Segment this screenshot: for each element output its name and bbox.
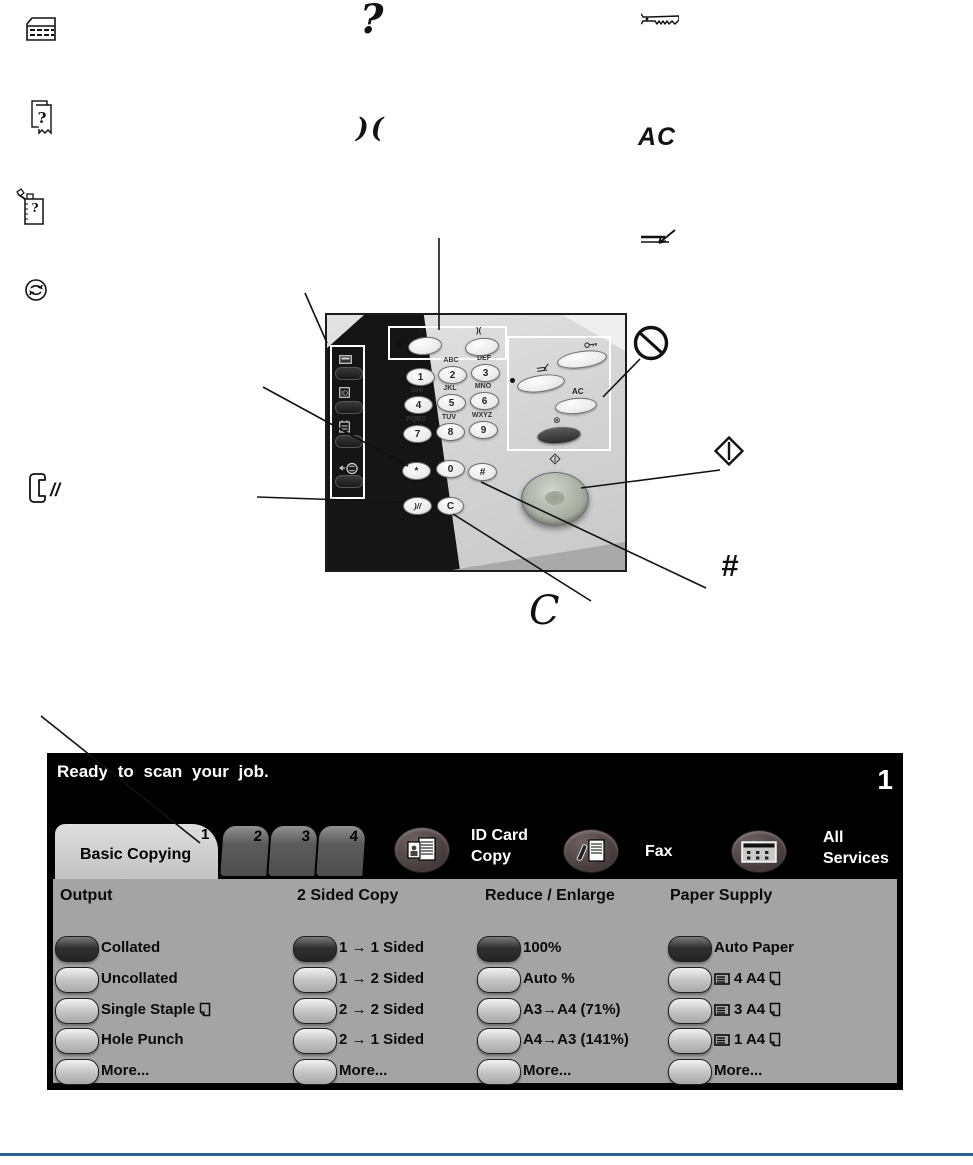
stop-callout-icon [632,324,670,362]
keypad-letters: ABC [443,357,459,364]
interrupt-icon: )( [356,113,386,144]
hash-callout-glyph: # [721,548,739,583]
keypad-letters: DEF [477,355,491,362]
keypad-key-8[interactable]: 8 [436,423,465,441]
option-button-label: 2 → 1 Sided [339,1031,425,1048]
screen-body [53,879,897,1083]
option-button[interactable] [293,1028,337,1054]
start-button-center [545,491,565,505]
keypad-key-*[interactable]: * [402,462,431,480]
refresh-circle-icon [24,278,48,302]
paper-sheet-icon [199,1002,211,1017]
all-services-icon [741,841,777,863]
option-button[interactable] [293,936,337,962]
option-button-label: 100% [523,939,562,956]
control-panel-photo [325,313,627,572]
option-button[interactable] [477,1028,521,1054]
help-key[interactable] [407,335,443,356]
start-symbol-small [549,453,561,465]
option-button[interactable] [55,1028,99,1054]
keypad-letters: WXYZ [471,412,493,419]
paper-tray-icon [714,973,730,985]
keypad-letters: PQRS [406,416,426,423]
option-button-label: Single Staple [101,1001,211,1018]
keypad-letters: GHI [410,387,424,394]
language-button[interactable] [516,372,566,396]
tab-3-number: 3 [301,828,311,845]
interrupt-key-label: )( [476,326,482,335]
option-button[interactable] [668,967,712,993]
tab-3[interactable] [268,826,317,876]
option-button[interactable] [477,936,521,962]
option-button-label: Auto Paper [714,939,795,956]
tab-4-number: 4 [349,828,359,845]
access-key-button[interactable] [556,348,608,372]
quantity-display: 1 [877,764,893,795]
help-question-icon: ? [360,0,384,43]
keypad-key-3[interactable]: 3 [471,364,500,382]
page-bottom-rule [0,1153,973,1156]
option-button[interactable] [293,967,337,993]
option-button-label: 1 → 2 Sided [339,970,425,987]
language-indicator-dot [510,378,515,383]
keypad-key-0[interactable]: 0 [436,460,465,478]
tab-4[interactable] [316,826,365,876]
option-button-label: Hole Punch [101,1031,184,1048]
tab-2[interactable] [220,826,269,876]
start-callout-icon [713,435,745,467]
keypad-key-6[interactable]: 6 [470,392,499,410]
fax-label: Fax [645,843,673,860]
option-button-label: 1 → 1 Sided [339,939,425,956]
help-indicator-dot [397,342,402,347]
keypad-key-9[interactable]: 9 [469,421,498,439]
option-button[interactable] [55,998,99,1024]
keypad-key-7[interactable]: 7 [403,425,432,443]
column-header-0: Output [60,887,113,904]
touch-screen [47,753,903,1090]
paper-sheet-icon [769,1002,781,1017]
all-services-button[interactable] [731,830,787,873]
option-button-label: More... [714,1062,763,1079]
keypad-key-1[interactable]: 1 [406,368,435,386]
fax-button[interactable] [563,829,619,873]
paper-tray-icon [714,1004,730,1016]
option-button-label: A4→A3 (141%) [523,1031,629,1048]
option-button-label: More... [101,1062,150,1079]
option-button[interactable] [55,967,99,993]
keypad-letters: TUV [442,414,456,421]
notepad-help-icon [15,186,51,226]
services-keypad-icon [24,16,58,46]
documents-help-icon [30,99,56,137]
keypad-key-#[interactable]: # [468,463,497,481]
option-button[interactable] [293,1059,337,1085]
column-header-3: Paper Supply [670,887,773,904]
dial-pause-key[interactable]: )// [403,497,432,515]
dial-pause-phone-icon [26,470,66,510]
stop-symbol-small: ⊗ [553,415,561,425]
option-button[interactable] [55,936,99,962]
clear-key[interactable]: C [437,497,464,515]
option-button-label: 1 A4 [714,1031,781,1048]
option-button-label: More... [523,1062,572,1079]
all-clear-icon: AC [638,123,677,151]
ac-button-label: AC [572,387,584,396]
tab-2-number: 2 [253,828,263,845]
paper-sheet-icon [769,971,781,986]
option-button[interactable] [55,1059,99,1085]
option-button-label: Uncollated [101,970,178,987]
fax-icon [573,837,609,867]
option-button[interactable] [477,967,521,993]
stop-button[interactable] [536,425,581,446]
ac-button[interactable] [554,396,597,416]
status-message: Ready to scan your job. [57,762,269,781]
option-button[interactable] [668,1028,712,1054]
svg-text://: // [50,480,61,500]
svg-text:?: ? [31,201,39,215]
option-button-label: 2 → 2 Sided [339,1001,425,1018]
clear-callout-glyph: C [529,588,560,634]
option-button-label: More... [339,1062,388,1079]
column-header-2: Reduce / Enlarge [485,887,615,904]
option-button-label: 3 A4 [714,1001,781,1018]
all-services-label: All Services [823,829,889,867]
option-button[interactable] [668,1059,712,1085]
tab-basic-copying[interactable] [55,824,218,879]
option-button[interactable] [668,936,712,962]
option-button-label: 4 A4 [714,970,781,987]
option-button[interactable] [668,998,712,1024]
option-button[interactable] [477,998,521,1024]
help-key-label: ? [419,327,424,336]
svg-text:?: ? [37,109,47,127]
keypad-key-5[interactable]: 5 [437,394,466,412]
paper-sheet-icon [769,1032,781,1047]
column-header-1: 2 Sided Copy [297,887,399,904]
tab-basic-copying-label: Basic Copying [80,846,192,863]
tab-basic-copying-number: 1 [201,826,210,843]
id-card-copy-button[interactable] [394,827,450,873]
id-card-copy-label: ID Card Copy [471,827,528,865]
keypad-key-4[interactable]: 4 [404,396,433,414]
paper-tray-icon [714,1034,730,1046]
language-glyph [535,363,550,375]
job-interrupt-lines-icon [639,228,677,250]
option-button[interactable] [477,1059,521,1085]
start-button[interactable] [521,472,589,526]
option-button-label: Collated [101,939,161,956]
option-button-label: A3→A4 (71%) [523,1001,621,1018]
access-key-glyph [584,340,599,350]
keypad-letters: MNO [474,383,492,390]
svg-text:ID: ID [341,390,348,398]
keypad-key-2[interactable]: 2 [438,366,467,384]
access-key-icon [641,8,679,32]
option-button-label: Auto % [523,970,575,987]
id-card-icon [405,836,439,864]
option-button[interactable] [293,998,337,1024]
keypad-letters: JKL [443,385,457,392]
